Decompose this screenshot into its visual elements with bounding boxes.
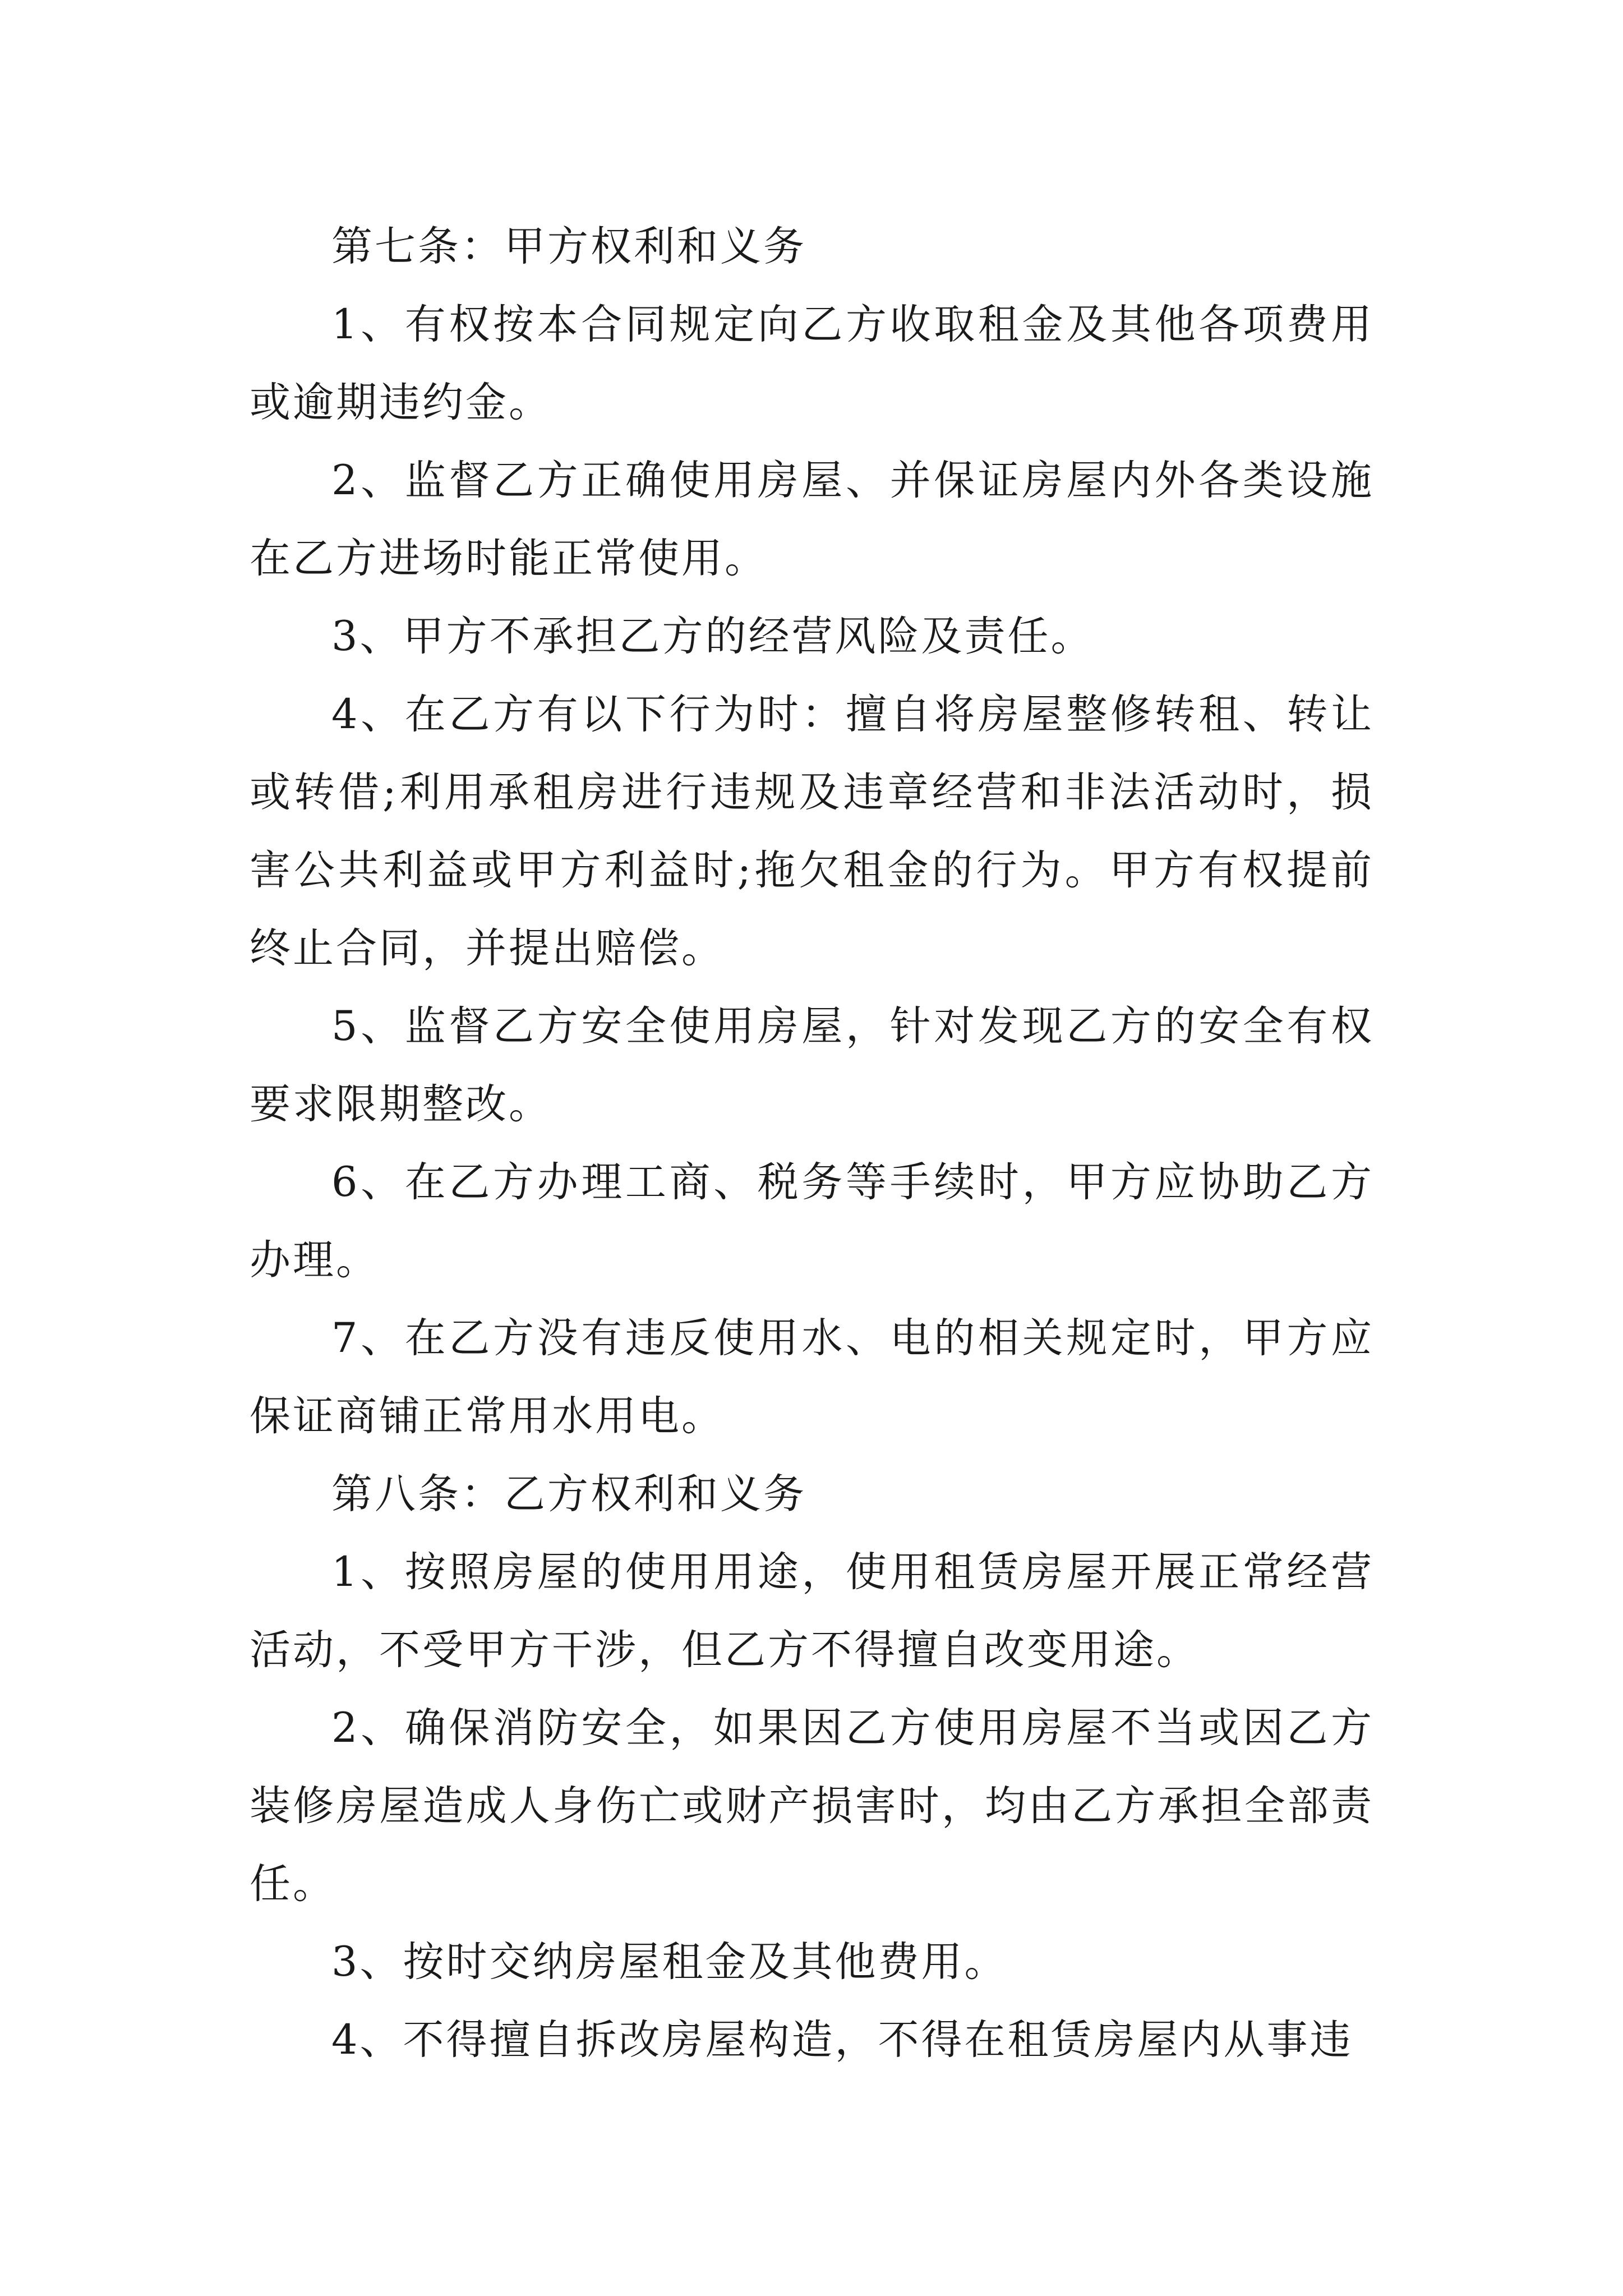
article-7-item-7: 7、在乙方没有违反使用水、电的相关规定时，甲方应保证商铺正常用水用电。 xyxy=(250,1314,1374,1440)
article-7-item-4: 4、在乙方有以下行为时：擅自将房屋整修转租、转让或转借;利用承租房进行违规及违章经营和非法活动时，损害公共利益或甲方利益时;拖欠租金的行为。甲方有权提前终止合同，并提出赔偿。 xyxy=(250,691,1374,972)
article-8-heading: 第八条：乙方权利和义务 xyxy=(331,1470,806,1518)
article-7-item-5: 5、监督乙方安全使用房屋，针对发现乙方的安全有权要求限期整改。 xyxy=(250,1002,1374,1128)
article-8-item-2: 2、确保消防安全，如果因乙方使用房屋不当或因乙方装修房屋造成人身伤亡或财产损害时，均由乙方承担全部责任。 xyxy=(250,1704,1374,1908)
article-8-item-1: 1、按照房屋的使用用途，使用租赁房屋开展正常经营活动，不受甲方干涉，但乙方不得擅自改变用途。 xyxy=(250,1548,1374,1674)
document-body xyxy=(250,208,1374,2079)
article-7-heading: 第七条：甲方权利和义务 xyxy=(331,223,806,270)
article-7-item-1: 1、有权按本合同规定向乙方收取租金及其他各项费用或逾期违约金。 xyxy=(250,301,1374,426)
article-7-item-3: 3、甲方不承担乙方的经营风险及责任。 xyxy=(331,613,1094,660)
article-7-item-6: 6、在乙方办理工商、税务等手续时，甲方应协助乙方办理。 xyxy=(250,1158,1374,1284)
article-8-item-4: 4、不得擅自拆改房屋构造，不得在租赁房屋内从事违 xyxy=(331,2016,1353,2064)
article-7-item-2: 2、监督乙方正确使用房屋、并保证房屋内外各类设施在乙方进场时能正常使用。 xyxy=(250,457,1374,582)
article-8-item-3: 3、按时交纳房屋租金及其他费用。 xyxy=(331,1938,1008,1986)
